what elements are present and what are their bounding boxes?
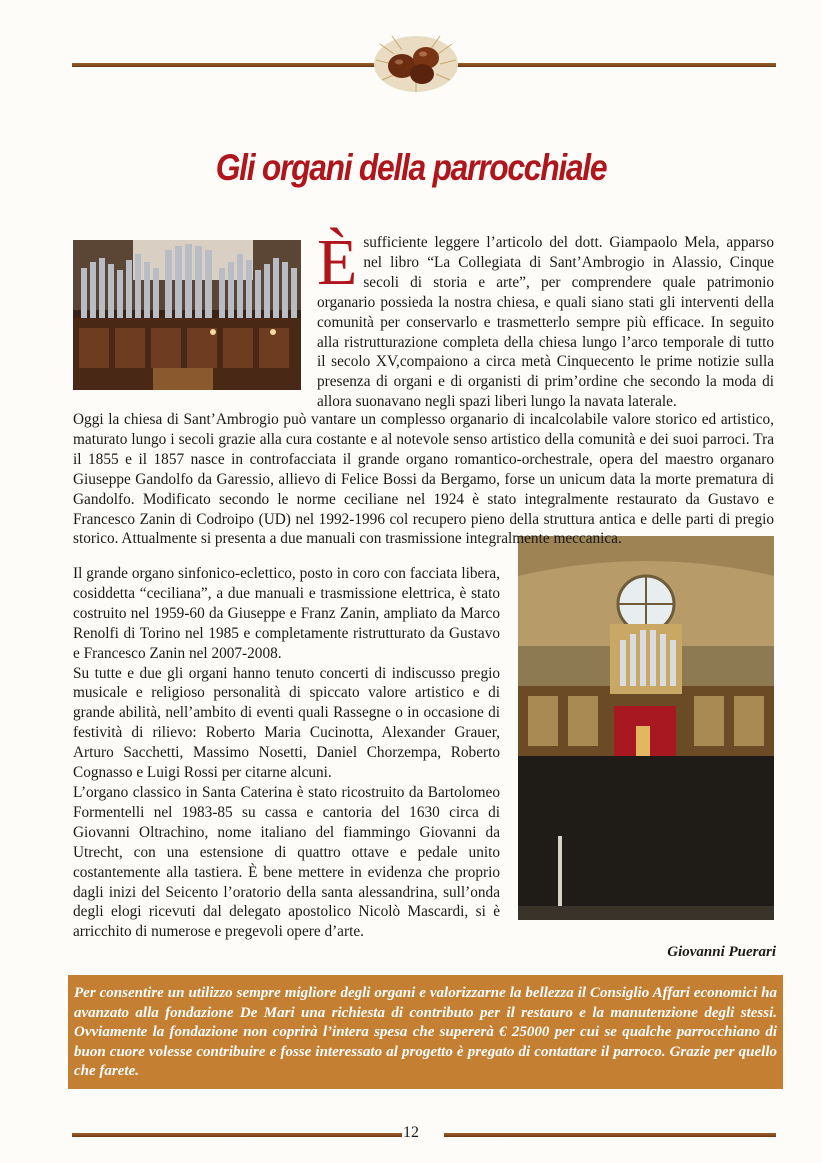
appeal-box: Per consentire un utilizzo sempre migliore degli organi e valorizzarne la bellezza il Consiglio Affari economici ha avanzato alla fondazione De Mari una richiesta di contributo per il restauro e la manutenzione degli stessi. Ovviamente la fondazione non coprirà l’intera spesa che supererà € 25000 per cui se qualche parrocchiano di buon cuore volesse contribuire e fosse interessato al progetto è pregato di contattare il parroco. Grazie per quello che farete.: [68, 975, 783, 1089]
page-title: Gli organi della parrocchiale: [215, 147, 607, 188]
page-number: 12: [403, 1124, 419, 1141]
chestnut-ornament-icon: [372, 30, 460, 94]
drop-cap: È: [317, 226, 358, 299]
paragraph-2: Oggi la chiesa di Sant’Ambrogio può vantare un complesso organario di incalcolabile valore storico ed artistico, maturato lungo i secoli grazie alla cura costante e al notevole senso artistico della comunità e dei suoi parroci. Tra il 1855 e il 1857 nasce in controfacciata il grande organo romantico-orchestrale, opera del maestro organaro Giuseppe Gandolfo da Garessio, allievo di Felice Bossi da Bergamo, forse un unicum data la morte prematura di Gandolfo. Modificato secondo le norme ceciliane nel 1924 è stato integralmente restaurato da Gustavo e Francesco Zanin di Codroipo (UD) nel 1992-1996 col recupero pieno della struttura antica e delle parti di pregio storico. Attualmente si presenta a due manuali con trasmissione integralmente meccanica.: [73, 411, 774, 548]
article-intro-text: sufficiente leggere l’articolo del dott. Giampaolo Mela, apparso nel libro “La Collegiata di Sant’Ambrogio in Alassio, Cinque secoli di storia e arte”, per comprendere quale patrimonio organario possieda la nostra chiesa, e quali siano stati gli interventi della comunità per conservarlo e trasmetterlo sempre più efficace. In seguito alla ristrutturazione completa della chiesa lungo l’arco temporale di tutto il secolo XV,compaiono a circa metà Cinquecento le prime notizie sulla presenza di organi e di organisti di prim’ordine che secondo la moda di allora suonavano negli spazi liberi lungo la navata laterale.: [317, 234, 774, 411]
paragraph-4: Su tutte e due gli organi hanno tenuto concerti di indiscusso pregio musicale e religioso personalità di spiccato valore artistico e di grande abilità, nell’ambito di eventi quali Rassegne o in occasione di festività di rilievo: Roberto Maria Cucinotta, Alexander Grauer, Arturo Sacchetti, Massimo Nosetti, Daniel Chorzempa, Roberto Cognasso e Luigi Rossi per citarne alcuni.: [73, 664, 500, 782]
paragraph-3: Il grande organo sinfonico-eclettico, posto in coro con facciata libera, cosiddetta “ceciliana”, a due manuali e trasmissione elettrica, è stato costruito nel 1959-60 da Giuseppe e Franz Zanin, ampliato da Marco Renolfi di Torino nel 1985 e completamente ristrutturato da Gustavo e Francesco Zanin nel 2007-2008.: [73, 565, 500, 662]
author-signature: Giovanni Puerari: [667, 944, 776, 960]
photo-church-apse: [518, 536, 774, 920]
paragraph-5: L’organo classico in Santa Caterina è stato ricostruito da Bartolomeo Formentelli nel 1983-85 su cassa e cantoria del 1630 circa di Giovanni Oltrachino, nome italiano del fiammingo Giovanni da Utrecht, con una estensione di quattro ottave e pedale unito costantemente alla tastiera. È bene mettere in evidenza che proprio dagli inizi del Seicento l’oratorio della santa alessandrina, sull’onda degli elogi ricevuti dal delegato apostolico Nicolò Mascardi, si è arricchito di numerose e pregevoli opere d’arte.: [73, 783, 500, 941]
article-column: [73, 564, 500, 942]
article-body: [73, 410, 774, 549]
article-intro: [317, 226, 774, 412]
photo-organ-pipes: [73, 240, 301, 390]
